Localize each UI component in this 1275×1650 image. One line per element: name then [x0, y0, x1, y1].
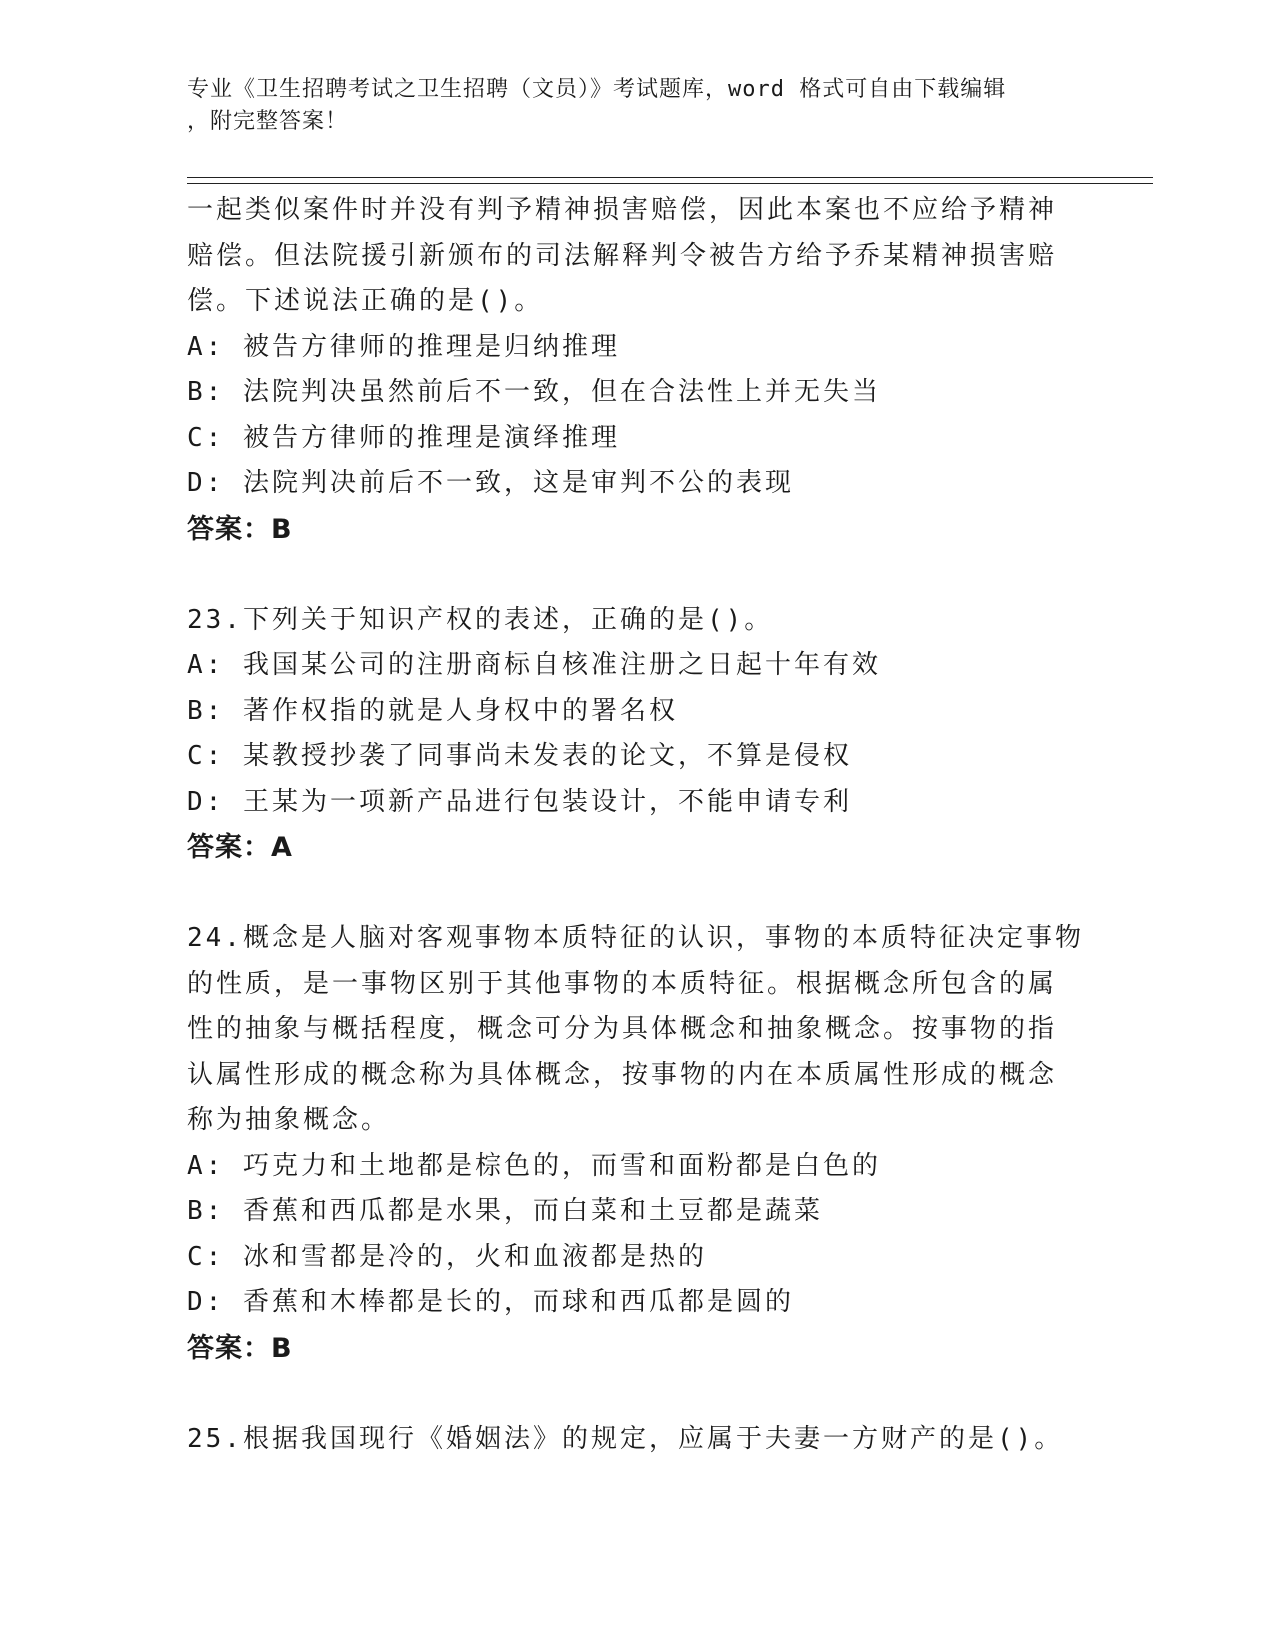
- header-divider-top: [187, 177, 1153, 178]
- question-text-line: 性的抽象与概括程度，概念可分为具体概念和抽象概念。按事物的指: [187, 1014, 1058, 1044]
- spacer: [187, 871, 1087, 917]
- question-23: [187, 598, 1087, 871]
- document-body: [187, 188, 1087, 1462]
- question-text-line: 的性质，是一事物区别于其他事物的本质特征。根据概念所包含的属: [187, 968, 1058, 999]
- question-text-line: 称为抽象概念。: [187, 1105, 391, 1135]
- question-text-line: 赔偿。但法院援引新颁布的司法解释判令被告方给予乔某精神损害赔: [187, 240, 1058, 271]
- spacer: [187, 552, 1087, 598]
- question-text-line: 偿。下述说法正确的是()。: [187, 286, 544, 316]
- option-a: A: 巧克力和土地都是棕色的，而雪和面粉都是白色的: [187, 1150, 881, 1181]
- question-text-line: 25.根据我国现行《婚姻法》的规定，应属于夫妻一方财产的是()。: [187, 1423, 1064, 1454]
- option-c: C: 某教授抄袭了同事尚未发表的论文，不算是侵权: [187, 741, 852, 771]
- header-line-2: ，附完整答案！: [187, 109, 349, 134]
- question-24: [187, 916, 1087, 1371]
- answer-label: 答案：A: [187, 832, 293, 863]
- answer-label: 答案：B: [187, 1332, 293, 1364]
- header-divider-bottom: [187, 183, 1153, 184]
- option-c: C: 被告方律师的推理是演绎推理: [187, 422, 620, 453]
- question-text-line: 认属性形成的概念称为具体概念，按事物的内在本质属性形成的概念: [187, 1059, 1058, 1090]
- header-line-1: 专业《卫生招聘考试之卫生招聘（文员）》考试题库，word 格式可自由下载编辑: [187, 77, 1007, 102]
- question-text-line: 24.概念是人脑对客观事物本质特征的认识，事物的本质特征决定事物: [187, 923, 1084, 953]
- answer-label: 答案：B: [187, 513, 293, 545]
- option-a: A: 我国某公司的注册商标自核准注册之日起十年有效: [187, 650, 881, 680]
- option-b: B: 法院判决虽然前后不一致，但在合法性上并无失当: [187, 377, 881, 407]
- question-22: [187, 188, 1087, 552]
- document-header: [187, 74, 1067, 138]
- option-a: A: 被告方律师的推理是归纳推理: [187, 331, 620, 362]
- question-25: [187, 1417, 1087, 1463]
- option-c: C: 冰和雪都是冷的，火和血液都是热的: [187, 1241, 707, 1272]
- spacer: [187, 1371, 1087, 1417]
- option-d: D: 香蕉和木棒都是长的，而球和西瓜都是圆的: [187, 1287, 794, 1317]
- question-text-line: 一起类似案件时并没有判予精神损害赔偿，因此本案也不应给予精神: [187, 195, 1058, 225]
- option-b: B: 香蕉和西瓜都是水果，而白菜和土豆都是蔬菜: [187, 1196, 823, 1226]
- option-d: D: 王某为一项新产品进行包装设计，不能申请专利: [187, 786, 852, 817]
- option-b: B: 著作权指的就是人身权中的署名权: [187, 695, 678, 726]
- question-text-line: 23.下列关于知识产权的表述，正确的是()。: [187, 604, 774, 635]
- option-d: D: 法院判决前后不一致，这是审判不公的表现: [187, 468, 794, 498]
